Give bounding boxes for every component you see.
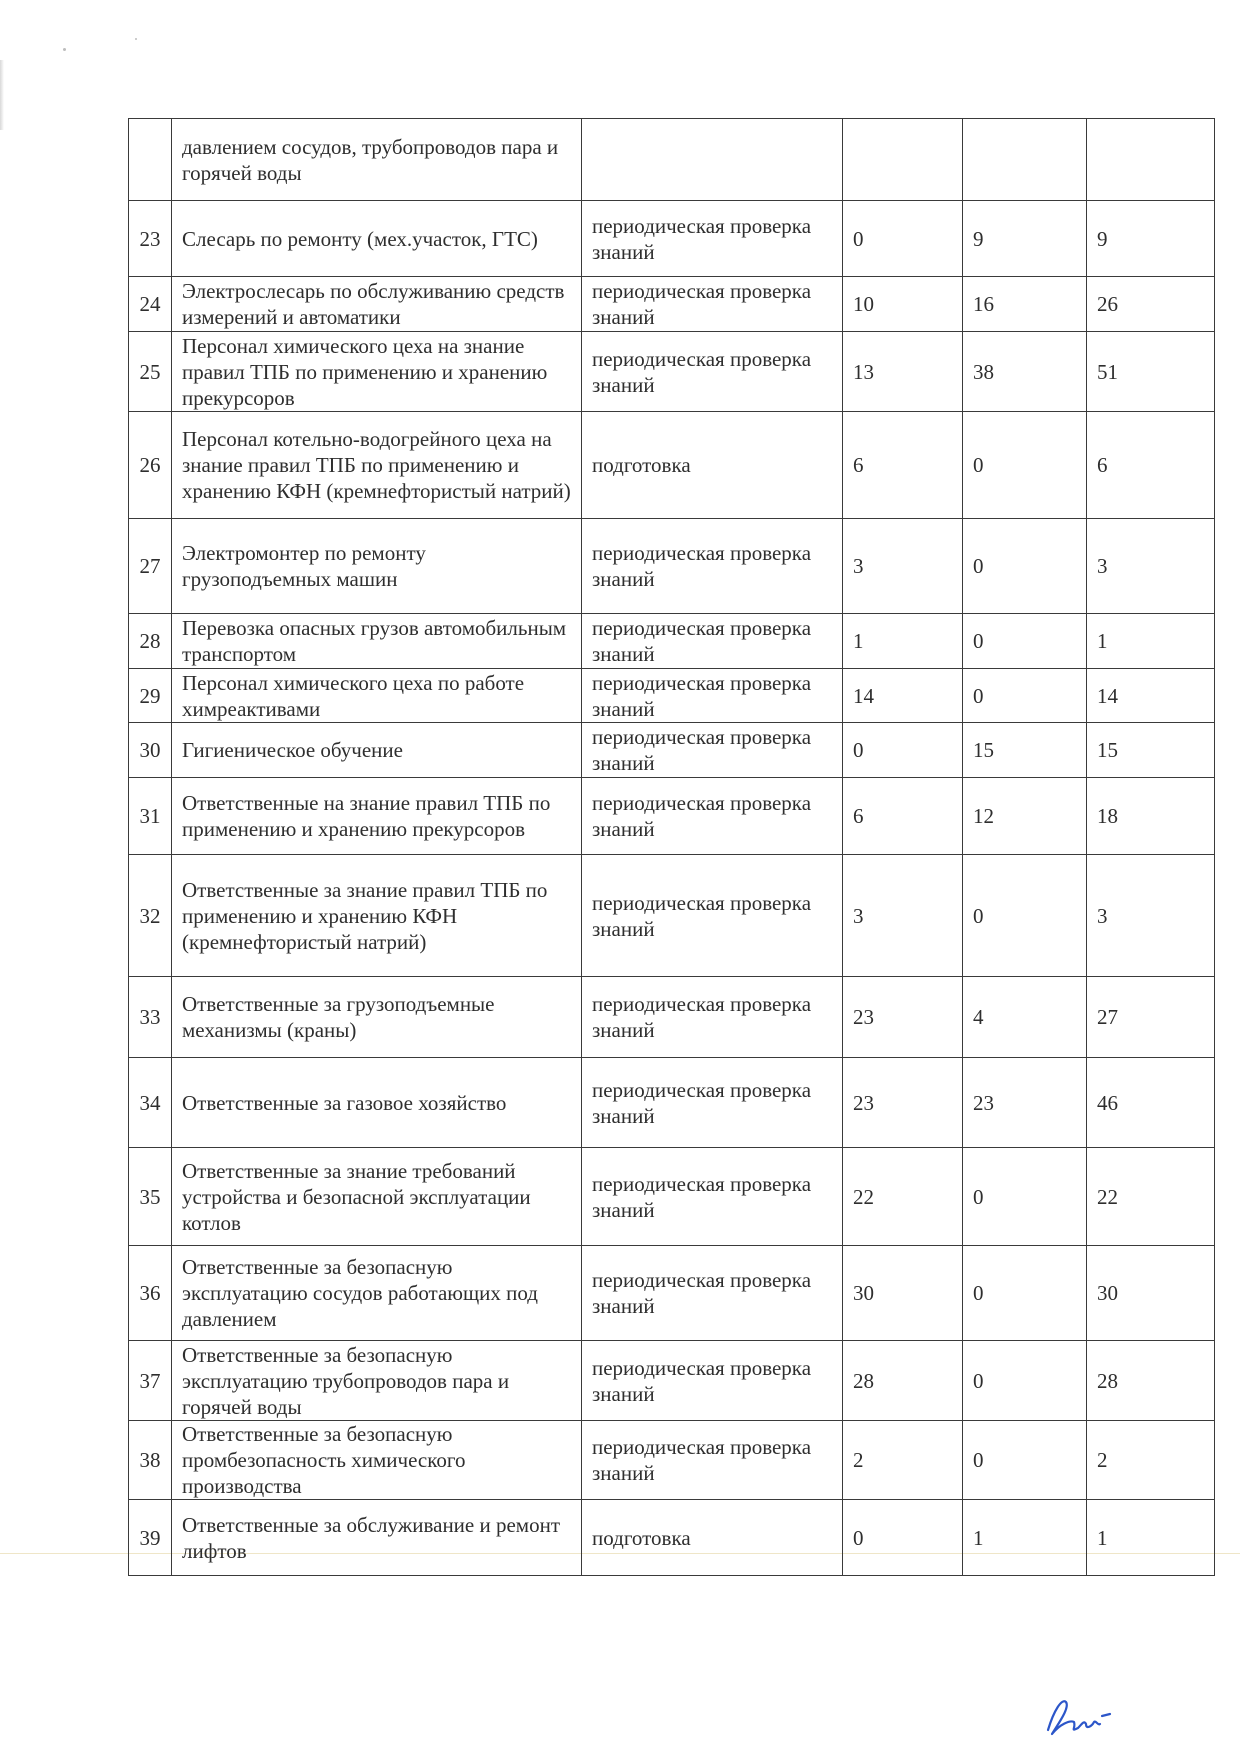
- row-value-b: 12: [963, 778, 1087, 855]
- row-value-c: 3: [1087, 519, 1215, 614]
- row-value-a: 2: [843, 1421, 963, 1500]
- row-value-b: 23: [963, 1058, 1087, 1148]
- row-number-cell: 36: [129, 1246, 172, 1341]
- row-value-c: 14: [1087, 669, 1215, 723]
- row-name-cell: Ответственные на знание правил ТПБ по применению и хранению прекурсоров: [172, 778, 582, 855]
- row-value-b: 0: [963, 614, 1087, 669]
- row-value-c: 22: [1087, 1148, 1215, 1246]
- row-value-a: [843, 119, 963, 201]
- row-value-b: 4: [963, 977, 1087, 1058]
- row-type-cell: периодическая проверка знаний: [582, 332, 843, 412]
- row-value-a: 6: [843, 412, 963, 519]
- row-value-b: 15: [963, 723, 1087, 778]
- row-value-c: 51: [1087, 332, 1215, 412]
- row-type-cell: периодическая проверка знаний: [582, 855, 843, 977]
- table-row: [129, 1246, 1215, 1341]
- row-name-cell: Ответственные за знание требований устройства и безопасной эксплуатации котлов: [172, 1148, 582, 1246]
- row-type-cell: периодическая проверка знаний: [582, 977, 843, 1058]
- row-type-cell: периодическая проверка знаний: [582, 1421, 843, 1500]
- table-row: [129, 1421, 1215, 1500]
- row-value-c: 9: [1087, 201, 1215, 277]
- row-value-c: 30: [1087, 1246, 1215, 1341]
- row-value-c: 6: [1087, 412, 1215, 519]
- row-number-cell: 26: [129, 412, 172, 519]
- row-name-cell: Слесарь по ремонту (мех.участок, ГТС): [172, 201, 582, 277]
- row-value-a: 3: [843, 855, 963, 977]
- table-row: [129, 778, 1215, 855]
- row-name-cell: Персонал котельно-водогрейного цеха на знание правил ТПБ по применению и хранению КФН (кремнефтористый натрий): [172, 412, 582, 519]
- table-row: [129, 412, 1215, 519]
- row-value-c: 3: [1087, 855, 1215, 977]
- row-number-cell: 37: [129, 1341, 172, 1421]
- row-value-c: 18: [1087, 778, 1215, 855]
- table-row: [129, 519, 1215, 614]
- scan-edge-shadow: [0, 60, 4, 130]
- row-value-c: 46: [1087, 1058, 1215, 1148]
- row-value-b: 9: [963, 201, 1087, 277]
- row-type-cell: периодическая проверка знаний: [582, 277, 843, 332]
- row-value-c: 27: [1087, 977, 1215, 1058]
- table-row: [129, 614, 1215, 669]
- table-row: [129, 277, 1215, 332]
- row-type-cell: подготовка: [582, 1500, 843, 1576]
- row-value-a: 0: [843, 201, 963, 277]
- row-name-cell: Персонал химического цеха по работе химреактивами: [172, 669, 582, 723]
- row-value-b: 0: [963, 1341, 1087, 1421]
- row-value-a: 1: [843, 614, 963, 669]
- row-value-a: 22: [843, 1148, 963, 1246]
- table-row: [129, 1341, 1215, 1421]
- row-type-cell: периодическая проверка знаний: [582, 201, 843, 277]
- row-name-cell: Ответственные за безопасную эксплуатацию трубопроводов пара и горячей воды: [172, 1341, 582, 1421]
- row-value-b: 0: [963, 519, 1087, 614]
- row-name-cell: Перевозка опасных грузов автомобильным транспортом: [172, 614, 582, 669]
- row-number-cell: 29: [129, 669, 172, 723]
- row-number-cell: [129, 119, 172, 201]
- row-value-a: 23: [843, 1058, 963, 1148]
- row-value-c: 15: [1087, 723, 1215, 778]
- row-name-cell: Ответственные за безопасную эксплуатацию сосудов работающих под давлением: [172, 1246, 582, 1341]
- row-value-b: 38: [963, 332, 1087, 412]
- row-value-c: [1087, 119, 1215, 201]
- row-name-cell: Ответственные за безопасную промбезопасность химического производства: [172, 1421, 582, 1500]
- row-type-cell: периодическая проверка знаний: [582, 669, 843, 723]
- row-name-cell: Ответственные за газовое хозяйство: [172, 1058, 582, 1148]
- row-number-cell: 31: [129, 778, 172, 855]
- row-value-b: 0: [963, 1246, 1087, 1341]
- row-type-cell: периодическая проверка знаний: [582, 1246, 843, 1341]
- row-value-a: 28: [843, 1341, 963, 1421]
- row-value-a: 23: [843, 977, 963, 1058]
- table-row: [129, 723, 1215, 778]
- table-row: [129, 201, 1215, 277]
- row-number-cell: 24: [129, 277, 172, 332]
- row-value-a: 0: [843, 723, 963, 778]
- table-row: [129, 977, 1215, 1058]
- row-name-cell: Ответственные за обслуживание и ремонт лифтов: [172, 1500, 582, 1576]
- row-name-cell: Электромонтер по ремонту грузоподъемных машин: [172, 519, 582, 614]
- scan-speck: [63, 48, 66, 51]
- row-type-cell: [582, 119, 843, 201]
- table-row: [129, 1500, 1215, 1576]
- row-value-a: 3: [843, 519, 963, 614]
- row-number-cell: 30: [129, 723, 172, 778]
- row-value-a: 6: [843, 778, 963, 855]
- row-value-c: 1: [1087, 614, 1215, 669]
- row-name-cell: Ответственные за знание правил ТПБ по применению и хранению КФН (кремнефтористый натрий): [172, 855, 582, 977]
- row-type-cell: периодическая проверка знаний: [582, 614, 843, 669]
- row-value-a: 30: [843, 1246, 963, 1341]
- row-value-c: 2: [1087, 1421, 1215, 1500]
- row-number-cell: 25: [129, 332, 172, 412]
- row-value-a: 14: [843, 669, 963, 723]
- row-name-cell: Персонал химического цеха на знание правил ТПБ по применению и хранению прекурсоров: [172, 332, 582, 412]
- row-value-b: 0: [963, 855, 1087, 977]
- row-value-b: [963, 119, 1087, 201]
- row-name-cell: Гигиеническое обучение: [172, 723, 582, 778]
- table-row: [129, 1058, 1215, 1148]
- row-value-b: 0: [963, 669, 1087, 723]
- row-number-cell: 38: [129, 1421, 172, 1500]
- row-value-b: 0: [963, 412, 1087, 519]
- row-number-cell: 33: [129, 977, 172, 1058]
- table-row: [129, 1148, 1215, 1246]
- row-name-cell: давлением сосудов, трубопроводов пара и горячей воды: [172, 119, 582, 201]
- row-value-b: 16: [963, 277, 1087, 332]
- training-table: [128, 118, 1215, 1576]
- row-number-cell: 23: [129, 201, 172, 277]
- row-value-a: 13: [843, 332, 963, 412]
- row-type-cell: периодическая проверка знаний: [582, 1341, 843, 1421]
- row-number-cell: 28: [129, 614, 172, 669]
- table-row: [129, 669, 1215, 723]
- signature-image: [1040, 1690, 1120, 1740]
- table-row: [129, 332, 1215, 412]
- row-value-c: 1: [1087, 1500, 1215, 1576]
- table-row-continuation: [129, 119, 1215, 201]
- row-type-cell: периодическая проверка знаний: [582, 1148, 843, 1246]
- row-number-cell: 39: [129, 1500, 172, 1576]
- row-value-b: 0: [963, 1421, 1087, 1500]
- row-name-cell: Ответственные за грузоподъемные механизмы (краны): [172, 977, 582, 1058]
- row-number-cell: 34: [129, 1058, 172, 1148]
- row-value-b: 1: [963, 1500, 1087, 1576]
- row-type-cell: периодическая проверка знаний: [582, 1058, 843, 1148]
- row-type-cell: периодическая проверка знаний: [582, 723, 843, 778]
- table-row: [129, 855, 1215, 977]
- row-type-cell: подготовка: [582, 412, 843, 519]
- row-value-c: 28: [1087, 1341, 1215, 1421]
- row-name-cell: Электрослесарь по обслуживанию средств измерений и автоматики: [172, 277, 582, 332]
- row-number-cell: 32: [129, 855, 172, 977]
- row-value-b: 0: [963, 1148, 1087, 1246]
- row-type-cell: периодическая проверка знаний: [582, 778, 843, 855]
- scan-speck: [135, 38, 137, 40]
- row-value-c: 26: [1087, 277, 1215, 332]
- row-number-cell: 27: [129, 519, 172, 614]
- row-type-cell: периодическая проверка знаний: [582, 519, 843, 614]
- row-value-a: 10: [843, 277, 963, 332]
- row-number-cell: 35: [129, 1148, 172, 1246]
- row-value-a: 0: [843, 1500, 963, 1576]
